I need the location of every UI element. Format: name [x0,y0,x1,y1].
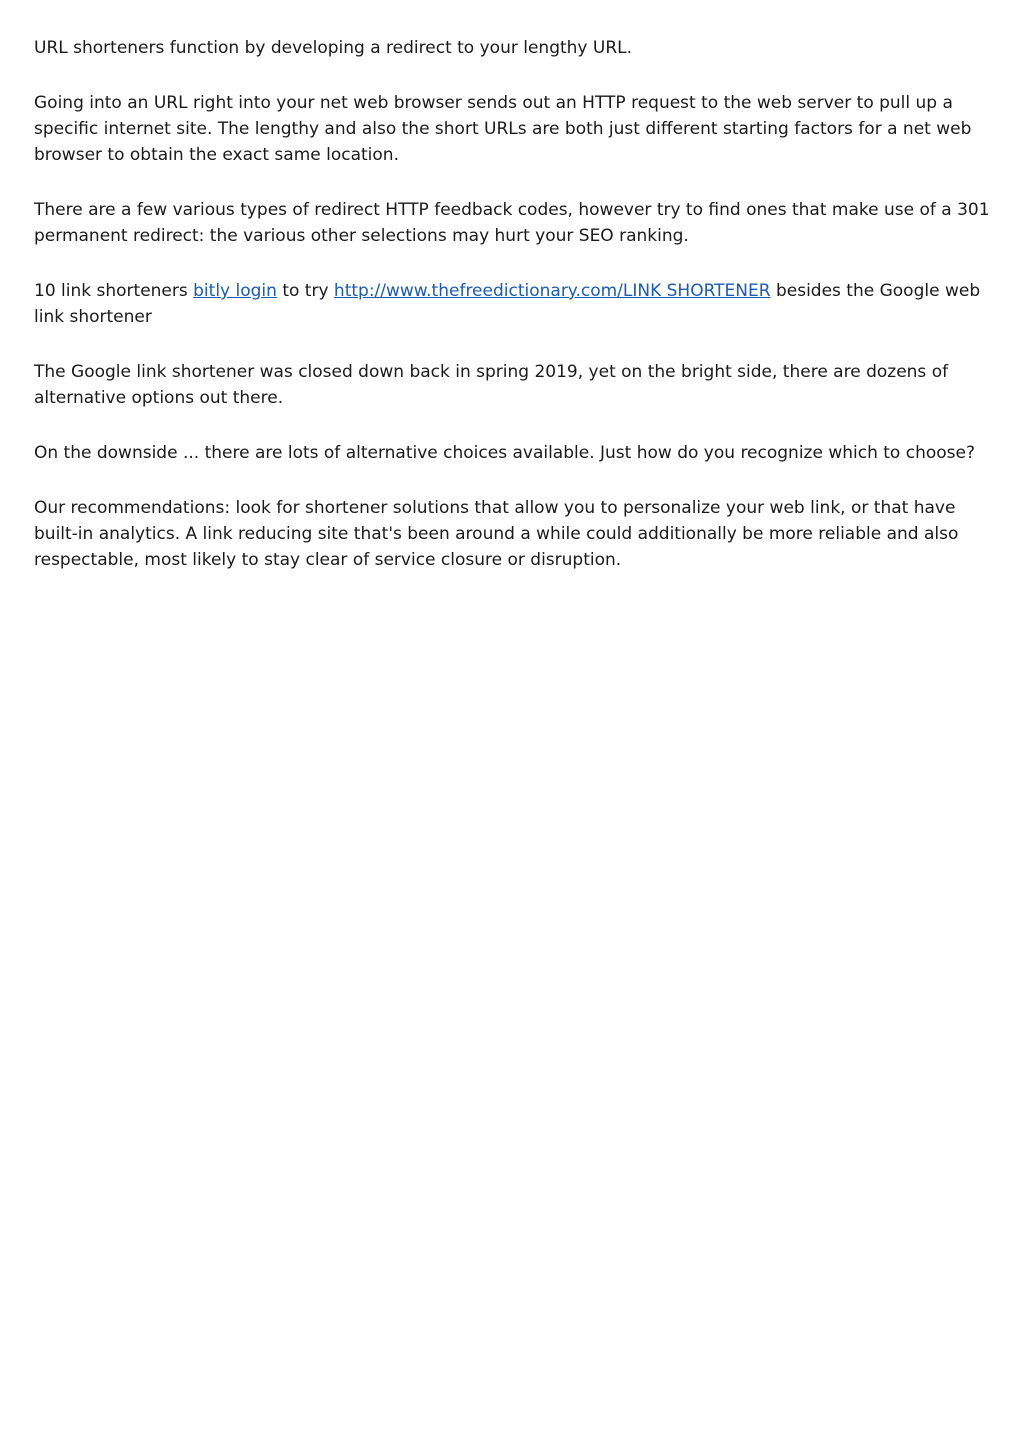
paragraph-link-shorteners-middle: to try [276,281,334,301]
paragraph-downside: On the downside ... there are lots of alternative choices available. Just how do you recognize which to choose? [34,443,975,463]
paragraph-google-shortener: The Google link shortener was closed down back in spring 2019, yet on the bright side, there are dozens of alternative options out there. [34,362,949,408]
thefreedictionary-link[interactable]: http://www.thefreedictionary.com/LINK SHORTENER [333,281,771,301]
paragraph-redirect-codes: There are a few various types of redirect HTTP feedback codes, however try to find ones that make use of a 301 permanent redirect: the various other selections may hurt your SEO ranking. [34,200,990,246]
paragraph-link-shorteners-prefix: 10 link shorteners [34,281,194,301]
document-body [34,35,990,602]
paragraph-http-request: Going into an URL right into your net web browser sends out an HTTP request to the web server to pull up a specific internet site. The lengthy and also the short URLs are both just different starting factors for a net web browser to obtain the exact same location. [34,93,972,165]
paragraph-intro: URL shorteners function by developing a redirect to your lengthy URL. [34,38,633,58]
bitly-login-link[interactable]: bitly login [193,281,277,301]
paragraph-link-shorteners [34,278,990,330]
paragraph-link-shorteners-suffix: besides the Google web link shortener [34,281,981,327]
paragraph-recommendations: Our recommendations: look for shortener solutions that allow you to personalize your web link, or that have built-in analytics. A link reducing site that's been around a while could additionally be more reliable and also respectable, most likely to stay clear of service closure or disruption. [34,498,959,570]
